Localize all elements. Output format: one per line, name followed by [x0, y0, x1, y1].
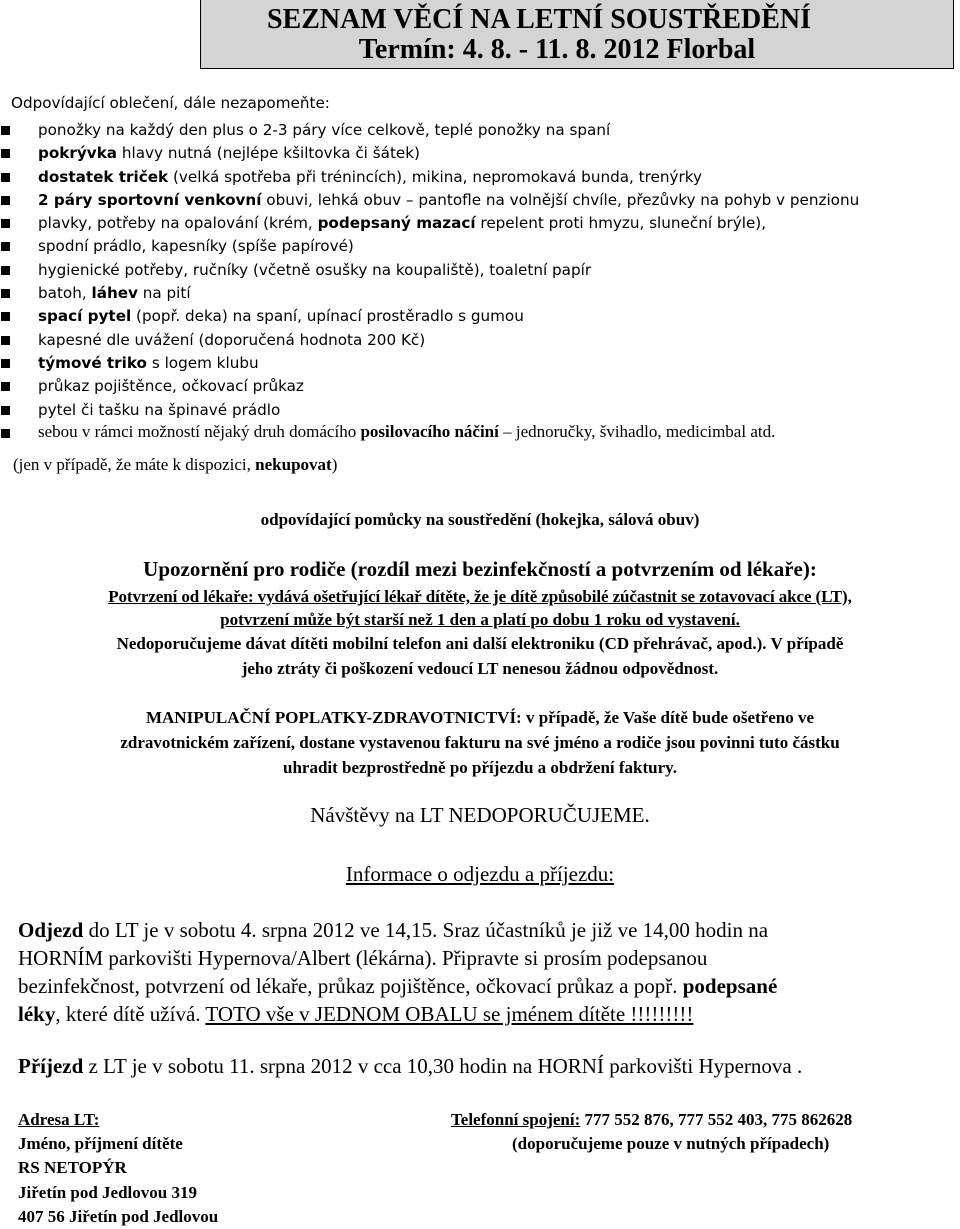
note-line: (jen v případě, že máte k dispozici, nekupovat): [13, 455, 338, 474]
intro-text: Odpovídající oblečení, dále nezapomeňte:: [11, 94, 330, 112]
list-item-text: pokrývka hlavy nutná (nejlépe kšiltovka či šátek): [38, 144, 420, 163]
square-bullet-icon: [1, 196, 10, 205]
list-item: [0, 401, 960, 424]
list-item-text: pytel či tašku na špinavé prádlo: [38, 400, 281, 419]
parents-line-3: Nedoporučujeme dávat dítěti mobilní telefon ani další elektroniku (CD přehrávač, apod.). V případě: [116, 634, 844, 653]
list-item: [0, 421, 960, 447]
list-item-text: dostatek triček (velká spotřeba při trénincích), mikina, nepromokavá bunda, trenýrky: [38, 167, 702, 186]
address-line: 407 56 Jiřetín pod Jedlovou: [18, 1207, 219, 1226]
phone-note: (doporučujeme pouze v nutných případech): [512, 1134, 830, 1153]
list-item-text: spodní prádlo, kapesníky (spíše papírové): [38, 237, 354, 256]
address-line: Jméno, příjmení dítěte: [18, 1134, 183, 1153]
list-item: [0, 168, 960, 191]
list-item: [0, 237, 960, 260]
departure-line-4: léky, které dítě užívá. TOTO vše v JEDNOM OBALU se jménem dítěte !!!!!!!!!: [18, 1002, 694, 1026]
square-bullet-icon: [1, 406, 10, 415]
list-item: [0, 331, 960, 354]
fees-line-3: uhradit bezprostředně po příjezdu a obdržení faktury.: [282, 758, 677, 777]
departure-line-3: bezinfekčnost, potvrzení od lékaře, průkaz pojištěnce, očkovací průkaz a popř. podepsané: [18, 974, 778, 998]
square-bullet-icon: [1, 336, 10, 345]
list-item: [0, 261, 960, 284]
packing-list: [0, 121, 960, 447]
square-bullet-icon: [1, 266, 10, 275]
list-item: [0, 214, 960, 237]
list-item-text: kapesné dle uvážení (doporučená hodnota 200 Kč): [38, 330, 426, 349]
fees-line-1: MANIPULAČNÍ POPLATKY-ZDRAVOTNICTVÍ: v případě, že Vaše dítě bude ošetřeno ve: [145, 708, 815, 727]
list-item-text: sebou v rámci možností nějaký druh domácího posilovacího náčiní – jednoručky, švihadlo, medicimbal atd.: [38, 421, 776, 441]
equipment-line: odpovídající pomůcky na soustředění (hokejka, sálová obuv): [260, 510, 700, 529]
parents-heading: Upozornění pro rodiče (rozdíl mezi bezinfekčností a potvrzením od lékaře):: [143, 557, 817, 581]
square-bullet-icon: [1, 312, 10, 321]
square-bullet-icon: [1, 382, 10, 391]
list-item-text: 2 páry sportovní venkovní obuvi, lehká obuv – pantofle na volnější chvíle, přezůvky na pohyb v penzionu: [38, 190, 860, 209]
list-item-text: batoh, láhev na pití: [38, 284, 191, 303]
address-line: RS NETOPÝR: [18, 1158, 127, 1177]
fees-line-2: zdravotnickém zařízení, dostane vystavenou fakturu na své jméno a rodiče jsou povinni tuto částku: [120, 733, 840, 752]
square-bullet-icon: [1, 429, 10, 438]
parents-line-1: Potvrzení od lékaře: vydává ošetřující lékař dítěte, že je dítě způsobilé zúčastnit se zotavovací akce (LT),: [108, 587, 852, 606]
square-bullet-icon: [1, 289, 10, 298]
travel-heading: Informace o odjezdu a příjezdu:: [345, 862, 615, 886]
document-subtitle: Termín: 4. 8. - 11. 8. 2012 Florbal: [358, 34, 756, 65]
list-item: [0, 191, 960, 214]
square-bullet-icon: [1, 359, 10, 368]
parents-line-4: jeho ztráty či poškození vedoucí LT nenesou žádnou odpovědnost.: [241, 659, 719, 678]
parents-line-2: potvrzení může být starší než 1 den a platí po dobu 1 roku od vystavení.: [220, 610, 740, 629]
address-heading: Adresa LT:: [18, 1110, 100, 1129]
list-item: [0, 121, 960, 144]
departure-line-1: Odjezd do LT je v sobotu 4. srpna 2012 ve 14,15. Sraz účastníků je již ve 14,00 hodin na: [18, 918, 769, 942]
visits-notice: Návštěvy na LT NEDOPORUČUJEME.: [310, 803, 650, 827]
square-bullet-icon: [1, 126, 10, 135]
departure-line-2: HORNÍM parkovišti Hypernova/Albert (lékárna). Připravte si prosím podepsanou: [18, 946, 708, 970]
list-item-text: ponožky na každý den plus o 2-3 páry více celkově, teplé ponožky na spaní: [38, 121, 611, 139]
list-item-text: plavky, potřeby na opalování (krém, podepsaný mazací repelent proti hmyzu, sluneční brýle),: [38, 214, 767, 233]
list-item: [0, 284, 960, 307]
list-item: [0, 377, 960, 400]
header-box: [200, 0, 954, 69]
list-item-text: hygienické potřeby, ručníky (včetně osušky na koupaliště), toaletní papír: [38, 260, 592, 279]
address-line: Jiřetín pod Jedlovou 319: [18, 1183, 197, 1202]
square-bullet-icon: [1, 173, 10, 182]
square-bullet-icon: [1, 219, 10, 228]
arrival-line: Příjezd z LT je v sobotu 11. srpna 2012 v cca 10,30 hodin na HORNÍ parkovišti Hypernova .: [18, 1054, 803, 1078]
square-bullet-icon: [1, 149, 10, 158]
square-bullet-icon: [1, 242, 10, 251]
list-item-text: průkaz pojištěnce, očkovací průkaz: [38, 377, 304, 396]
document-title: SEZNAM VĚCÍ NA LETNÍ SOUSTŘEDĚNÍ: [266, 4, 812, 35]
list-item: [0, 144, 960, 167]
list-item-text: týmové triko s logem klubu: [38, 353, 259, 372]
list-item: [0, 354, 960, 377]
list-item: [0, 307, 960, 330]
phone-line: Telefonní spojení: 777 552 876, 777 552 403, 775 862628: [451, 1110, 853, 1129]
list-item-text: spací pytel (popř. deka) na spaní, upínací prostěradlo s gumou: [38, 307, 524, 326]
